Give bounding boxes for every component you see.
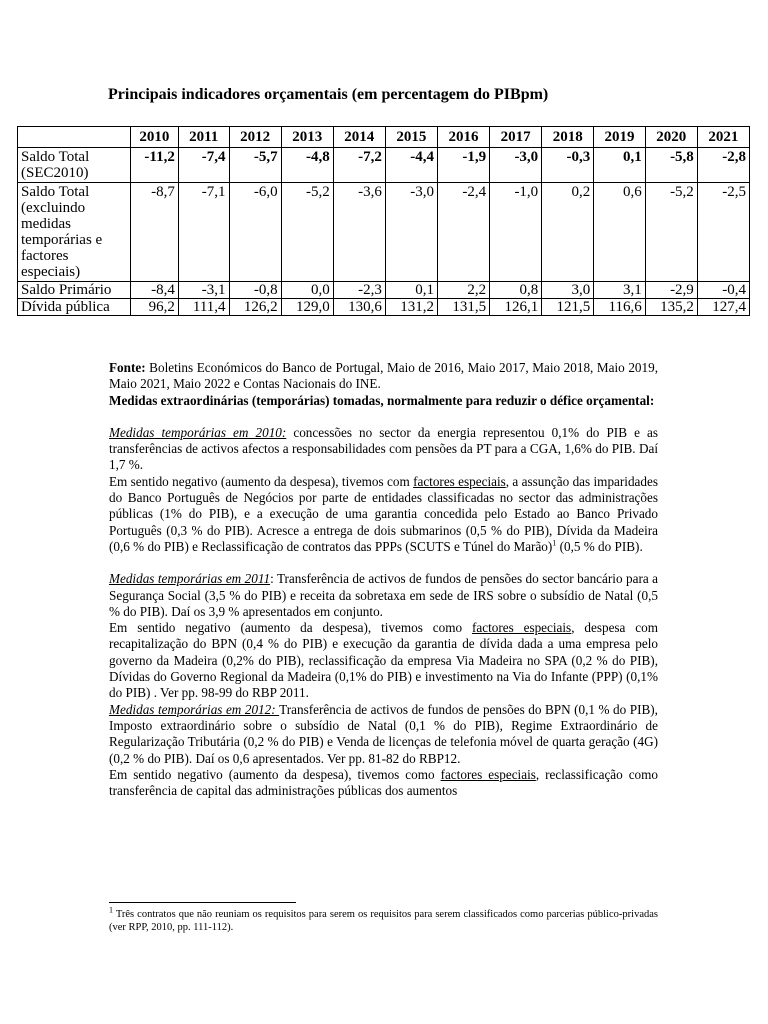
year-header: 2018 (542, 127, 594, 148)
table-cell: -0,3 (542, 148, 594, 183)
table-cell: 135,2 (645, 299, 697, 316)
measures-2012-text: Transferência de activos de fundos de pensões do BPN (0,1 % do PIB), Imposto extraordinário sobre o subsídio de Natal (0,1 % do PIB), Regime Extraordinário de Regularização Tributária (0,2 % do PIB) e Venda de licenças de telefonia móvel de quarta geração (4G) (0,2 % do PIB). Daí os 0,6 apresentados. Ver pp. 81-82 do RBP12. (109, 701, 658, 766)
paragraph-2012 (109, 702, 658, 767)
measures-2010-heading: Medidas temporárias em 2010: (109, 424, 287, 440)
table-cell: 130,6 (333, 299, 385, 316)
table-cell: -3,0 (385, 183, 437, 282)
measures-2012-heading: Medidas temporárias em 2012: (109, 701, 280, 717)
year-header: 2012 (229, 127, 281, 148)
table-cell: -11,2 (131, 148, 179, 183)
table-cell: -4,8 (281, 148, 333, 183)
body-text (109, 360, 658, 799)
paragraph-2011-negative (109, 620, 658, 701)
footnote-marker[interactable]: 1 (552, 538, 557, 548)
table-cell: -3,6 (333, 183, 385, 282)
year-header: 2010 (131, 127, 179, 148)
table-cell: 131,5 (437, 299, 489, 316)
table-cell: 0,2 (542, 183, 594, 282)
paragraph-2011 (109, 571, 658, 620)
table-cell: 116,6 (594, 299, 645, 316)
table-row (18, 148, 750, 183)
table-cell: 0,0 (281, 282, 333, 299)
table-cell: -2,4 (437, 183, 489, 282)
table-cell: -0,4 (697, 282, 749, 299)
year-header: 2017 (490, 127, 542, 148)
row-label: Saldo Primário (18, 282, 131, 299)
measures-heading-text: Medidas extraordinárias (temporárias) tomadas, normalmente para reduzir o défice orçamental: (109, 392, 655, 408)
header-row (18, 127, 750, 148)
row-label: Saldo Total (excluindo medidas temporárias e factores especiais) (18, 183, 131, 282)
source-label: Fonte: (109, 360, 146, 375)
table-cell: 3,1 (594, 282, 645, 299)
table-cell: 121,5 (542, 299, 594, 316)
row-label: Dívida pública (18, 299, 131, 316)
table-row (18, 183, 750, 282)
paragraph-gap (109, 409, 658, 425)
year-header: 2020 (645, 127, 697, 148)
table-cell: -4,4 (385, 148, 437, 183)
table-cell: 127,4 (697, 299, 749, 316)
table-cell: -3,1 (178, 282, 229, 299)
special-factors-2010: factores especiais (413, 473, 506, 489)
table-cell: -8,7 (131, 183, 179, 282)
table-cell: 129,0 (281, 299, 333, 316)
table-cell: -5,2 (645, 183, 697, 282)
table-cell: -5,8 (645, 148, 697, 183)
indicators-table (17, 126, 750, 316)
table-cell: -7,2 (333, 148, 385, 183)
year-header: 2019 (594, 127, 645, 148)
row-label: Saldo Total (SEC2010) (18, 148, 131, 183)
table-cell: -7,1 (178, 183, 229, 282)
table-cell: 131,2 (385, 299, 437, 316)
paragraph-2012-negative-post: , reclassificação como transferência de capital das administrações públicas dos aumentos (109, 766, 659, 799)
footnote-number: 1 (109, 905, 113, 915)
measures-2010-text: concessões no sector da energia representou 0,1% do PIB e as transferências de activos afectos a responsabilidades com pensões da PT para a CGA, 1,6% do PIB. Daí 1,7 %. (109, 424, 658, 473)
paragraph-2011-negative-pre: Em sentido negativo (aumento da despesa), tivemos como (109, 620, 472, 636)
measures-2011-heading: Medidas temporárias em 2011 (109, 571, 271, 587)
table-title: Principais indicadores orçamentais (em percentagem do PIBpm) (108, 86, 549, 103)
paragraph-2010-negative (109, 474, 658, 555)
source-paragraph (109, 360, 658, 393)
table-cell: 111,4 (178, 299, 229, 316)
table-cell: -2,5 (697, 183, 749, 282)
table-cell: -2,9 (645, 282, 697, 299)
table-cell: -1,9 (437, 148, 489, 183)
paragraph-2012-negative (109, 767, 658, 800)
table-cell: -6,0 (229, 183, 281, 282)
table-cell: 2,2 (437, 282, 489, 299)
paragraph-gap (109, 555, 658, 571)
year-header: 2014 (333, 127, 385, 148)
table-cell: -2,3 (333, 282, 385, 299)
table-row (18, 299, 750, 316)
source-text: Boletins Económicos do Banco de Portugal, Maio de 2016, Maio 2017, Maio 2018, Maio 2019, Maio 2021, Maio 2022 e Contas Nacionais do INE. (109, 360, 658, 392)
year-header: 2021 (697, 127, 749, 148)
year-header: 2016 (437, 127, 489, 148)
table-cell: 96,2 (131, 299, 179, 316)
measures-heading (109, 393, 658, 409)
paragraph-2010-negative-pre: Em sentido negativo (aumento da despesa), tivemos com (109, 473, 414, 489)
table-cell: -5,2 (281, 183, 333, 282)
paragraph-2011-negative-post: , despesa com recapitalização do BPN (0,4 % do PIB) e execução da garantia de dívida dada a uma empresa pelo governo da Madeira (0,2% do PIB), reclassificação da empresa Via Madeira no SPA (0,2 % do PIB), Dívidas do Governo Regional da Madeira (0,1% do PIB) e investimento na Via do Infante (PPP) (0,1% do PIB) . Ver pp. 98-99 do RBP 2011. (109, 620, 659, 701)
measures-2011-text: : Transferência de activos de fundos de pensões do sector bancário para a Segurança Social (3,5 % do PIB) e receita da sobretaxa em sede de IRS sobre o subsídio de Natal (0,5 % do PIB). Daí os 3,9 % apresentados em conjunto. (109, 571, 659, 619)
special-factors-2012: factores especiais (440, 766, 536, 782)
table-cell: -3,0 (490, 148, 542, 183)
footnote-text: Três contratos que não reuniam os requisitos para serem os requisitos para serem classificados como parcerias público-privadas (ver RPP, 2010, pp. 111-112). (109, 909, 658, 933)
table-cell: -1,0 (490, 183, 542, 282)
table-cell: -5,7 (229, 148, 281, 183)
table-cell: -8,4 (131, 282, 179, 299)
paragraph-2010 (109, 425, 658, 474)
year-header: 2015 (385, 127, 437, 148)
table-cell: 0,6 (594, 183, 645, 282)
table-cell: -7,4 (178, 148, 229, 183)
table-cell: 126,2 (229, 299, 281, 316)
table-row (18, 282, 750, 299)
table-cell: -0,8 (229, 282, 281, 299)
paragraph-2012-negative-pre: Em sentido negativo (aumento da despesa), tivemos como (109, 766, 441, 782)
year-header: 2013 (281, 127, 333, 148)
year-header: 2011 (178, 127, 229, 148)
table-cell: 126,1 (490, 299, 542, 316)
paragraph-2010-negative-post: , a assunção das imparidades do Banco Português de Negócios por parte de entidades classificadas no sector das administrações públicas (1% do PIB), e a execução de uma garantia concedida pelo Estado ao Banco Privado Português (0,3 % do PIB). Acresce a entrega de dois submarinos (0,5 % do PIB), Dívida da Madeira (0,6 % do PIB) e Reclassificação de contratos das PPPs (SCUTS e Túnel do Marão) (109, 473, 658, 554)
table-cell: 0,8 (490, 282, 542, 299)
footnote-separator (109, 902, 296, 903)
table-cell: 3,0 (542, 282, 594, 299)
table-cell: 0,1 (594, 148, 645, 183)
table-cell: 0,1 (385, 282, 437, 299)
footnote (109, 905, 658, 934)
paragraph-2010-negative-end: (0,5 % do PIB). (556, 538, 643, 554)
corner-cell (18, 127, 131, 148)
special-factors-2011: factores especiais (471, 620, 572, 636)
table-cell: -2,8 (697, 148, 749, 183)
